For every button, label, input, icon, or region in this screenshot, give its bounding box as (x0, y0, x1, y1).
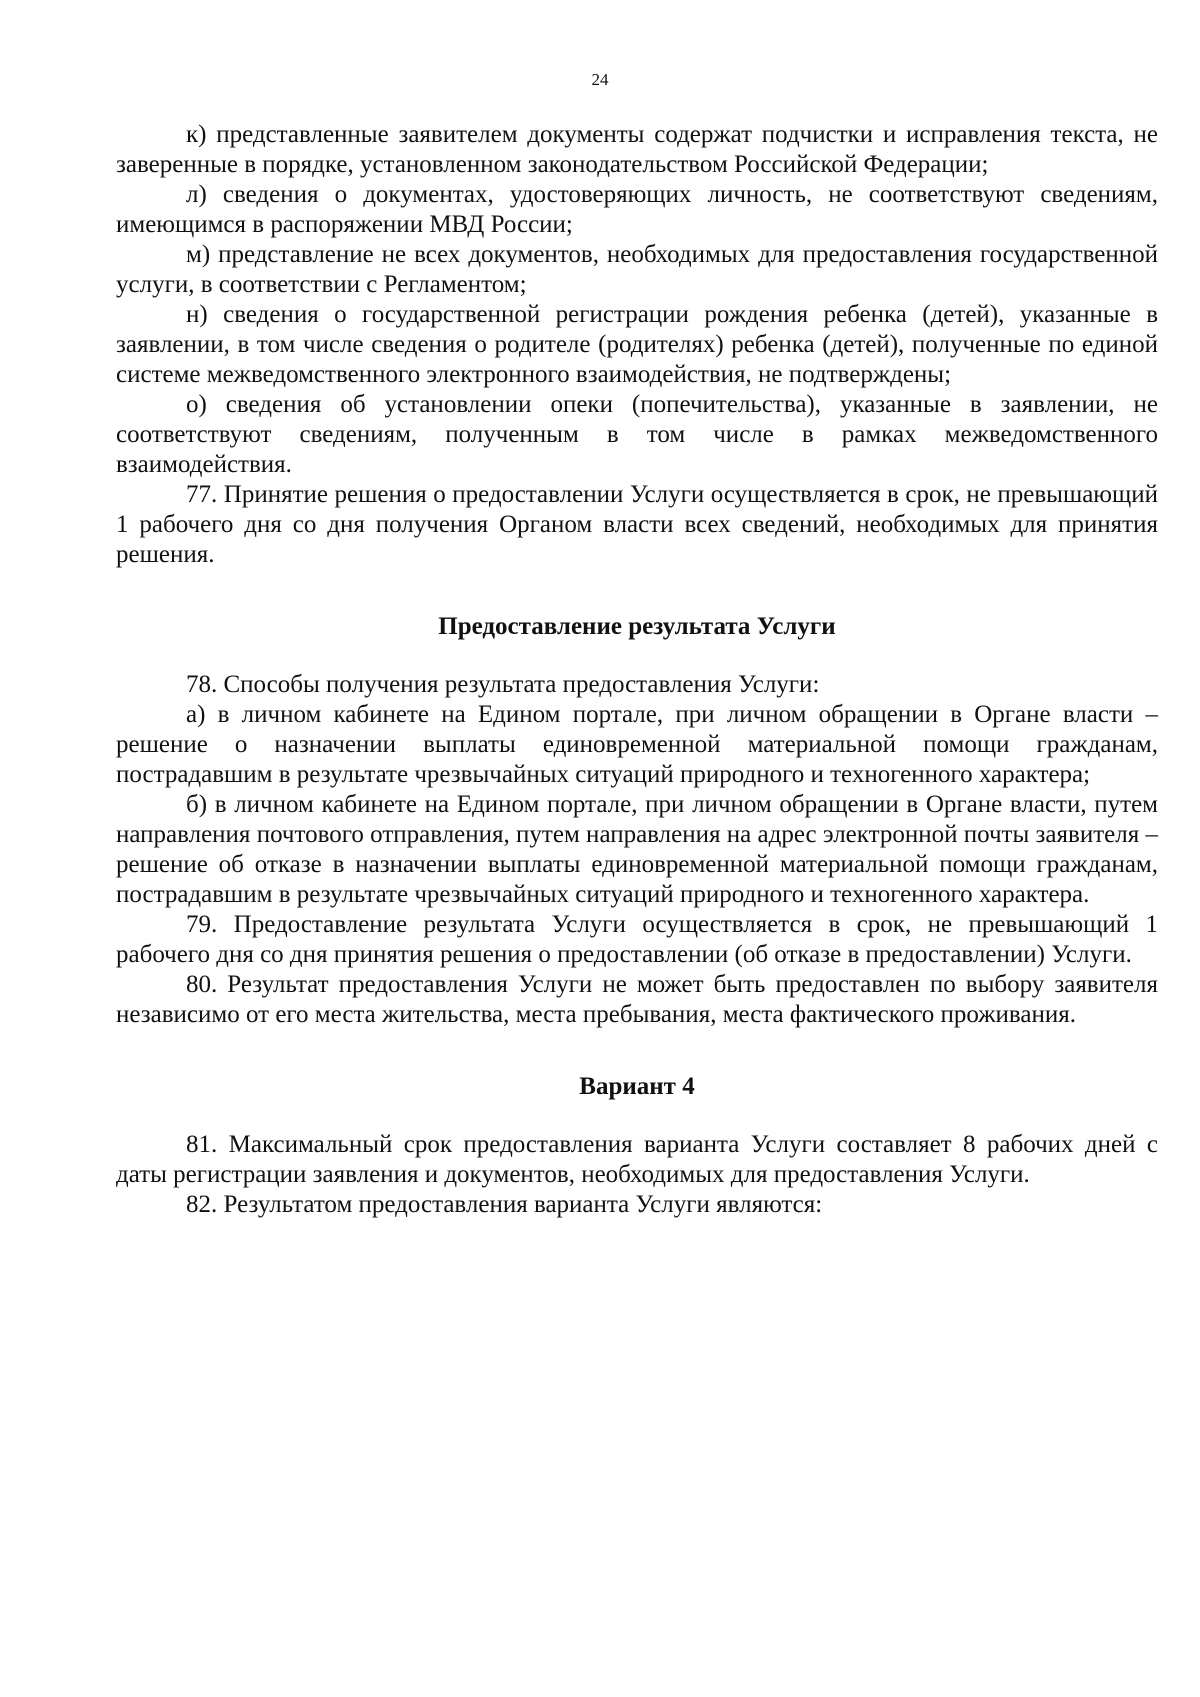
paragraph-n: н) сведения о государственной регистрации рождения ребенка (детей), указанные в заявлении, в том числе сведения о родителе (родителях) ребенка (детей), полученные по единой системе межведомственного электронного взаимодействия, не подтверждены; (116, 301, 1158, 388)
page-number: 24 (591, 70, 609, 89)
paragraph-o: о) сведения об установлении опеки (попечительства), указанные в заявлении, не соответствуют сведениям, полученным в том числе в рамках межведомственного взаимодействия. (116, 391, 1158, 478)
section-heading-result: Предоставление результата Услуги (438, 613, 836, 640)
document-body (116, 120, 1158, 1220)
paragraph-77: 77. Принятие решения о предоставлении Услуги осуществляется в срок, не превышающий 1 рабочего дня со дня получения Органом власти всех сведений, необходимых для принятия решения. (116, 481, 1158, 568)
paragraph-78: 78. Способы получения результата предоставления Услуги: (186, 671, 820, 698)
paragraph-a: а) в личном кабинете на Едином портале, при личном обращении в Органе власти – решение о назначении выплаты единовременной материальной помощи гражданам, пострадавшим в результате чрезвычайных ситуаций природного и техногенного характера; (116, 701, 1158, 788)
paragraph-81: 81. Максимальный срок предоставления варианта Услуги составляет 8 рабочих дней с даты регистрации заявления и документов, необходимых для предоставления Услуги. (116, 1131, 1158, 1188)
paragraph-80: 80. Результат предоставления Услуги не может быть предоставлен по выбору заявителя независимо от его места жительства, места пребывания, места фактического проживания. (116, 971, 1158, 1028)
paragraph-b: б) в личном кабинете на Едином портале, при личном обращении в Органе власти, путем направления почтового отправления, путем направления на адрес электронной почты заявителя – решение об отказе в назначении выплаты единовременной материальной помощи гражданам, пострадавшим в результате чрезвычайных ситуаций природного и техногенного характера. (116, 791, 1158, 908)
paragraph-82: 82. Результатом предоставления варианта Услуги являются: (186, 1191, 823, 1218)
section-heading-variant-4: Вариант 4 (579, 1073, 695, 1100)
paragraph-l: л) сведения о документах, удостоверяющих личность, не соответствуют сведениям, имеющимся в распоряжении МВД России; (116, 181, 1158, 238)
paragraph-79: 79. Предоставление результата Услуги осуществляется в срок, не превышающий 1 рабочего дня со дня принятия решения о предоставлении (об отказе в предоставлении) Услуги. (116, 911, 1158, 968)
paragraph-k: к) представленные заявителем документы содержат подчистки и исправления текста, не заверенные в порядке, установленном законодательством Российской Федерации; (116, 121, 1158, 178)
paragraph-m: м) представление не всех документов, необходимых для предоставления государственной услуги, в соответствии с Регламентом; (116, 241, 1158, 298)
